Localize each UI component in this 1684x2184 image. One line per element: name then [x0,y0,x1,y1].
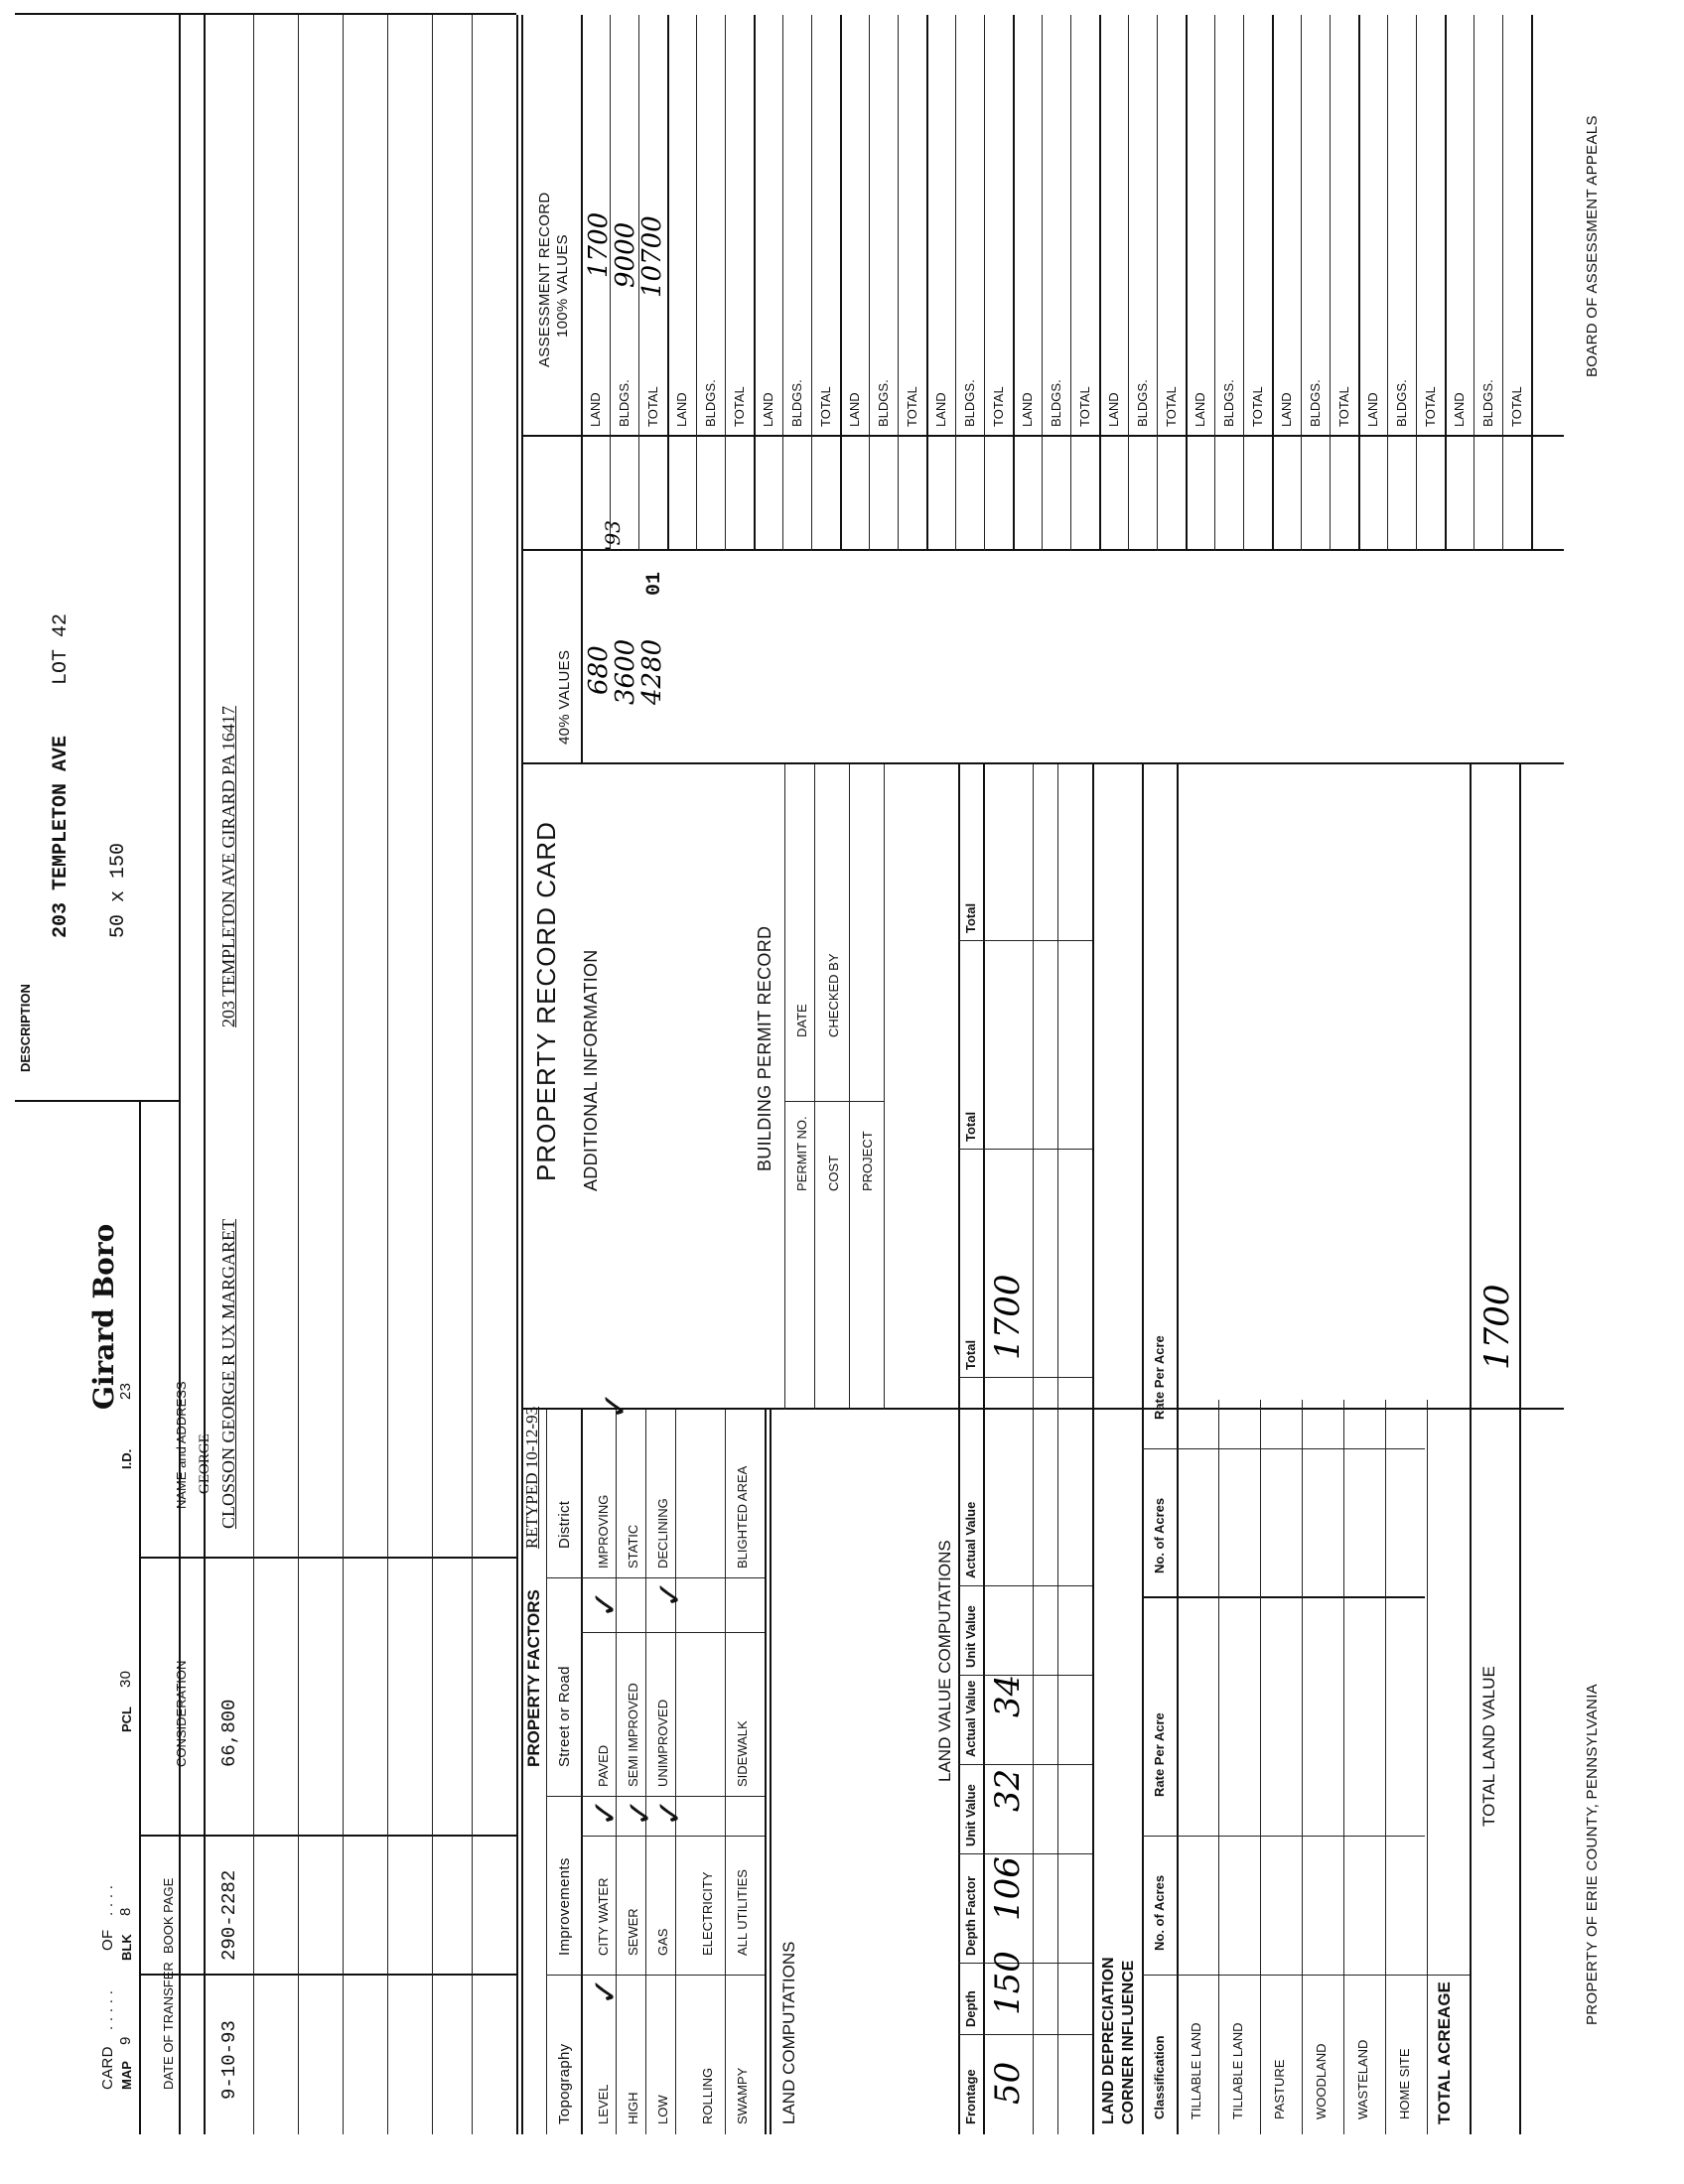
id-row-top [139,1102,141,2134]
assessment-row-label: LAND [1365,392,1380,427]
factor-row-line [675,1410,676,2134]
impr-all-utilities: ALL UTILITIES [735,1869,750,1956]
classification-row-label: TILLABLE LAND [1189,2022,1203,2119]
dep-col-div [1142,1448,1425,1449]
assessment-row-label: TOTAL [991,386,1006,427]
pcl-value: 30 [117,1670,134,1688]
permit-no-label: PERMIT NO. [794,1116,809,1191]
topo-level: LEVEL [596,2084,611,2124]
description-label: DESCRIPTION [18,984,33,1072]
land-comp-col-div [958,1853,1092,1854]
assessment-row-line [1243,15,1244,551]
assessment-row-line [811,15,812,551]
land-comp-top [770,1410,772,2134]
description-divider [15,1100,179,1102]
assessment-row-label: BLDGS. [789,379,804,427]
land-comp-header: Depth Factor [963,1875,978,1956]
transfer-book-page: 290-2282 [218,1869,240,1961]
assessment-row-label: LAND [588,392,603,427]
col-div-consideration [139,1557,516,1559]
land-comp-header-bottom [983,764,985,2134]
assessment-row-label: BLDGS. [876,379,891,427]
land-40-value: 680 [584,645,614,695]
classification-row-line [1218,1400,1219,2134]
total-land-value-label: TOTAL LAND VALUE [1479,1666,1498,1827]
col-div-date [139,1974,516,1976]
assessment-row-label: LAND [847,392,862,427]
total-acreage-label: TOTAL ACREAGE [1435,1981,1454,2124]
assessment-row-line [955,15,956,551]
assessment-row-line [1272,15,1274,551]
assessment-row-label: LAND [761,392,775,427]
check-mark-icon: ✓ [586,1798,626,1827]
footer-left: PROPERTY OF ERIE COUNTY, PENNSYLVANIA [1584,1684,1601,2025]
assessment-row-label: BLDGS. [1049,379,1063,427]
bldgs-40-value: 3600 [611,638,640,705]
acres-header: No. of Acres [1152,1874,1167,1951]
land-comp-header: Actual Value [963,1680,978,1757]
id-label: I.D. [119,1448,134,1469]
assessment-row-line [610,15,611,551]
frontage-value: 50 [988,2061,1028,2105]
district-improving: IMPROVING [596,1494,611,1569]
assessment-row-line [1013,15,1015,551]
topo-high: HIGH [626,2092,640,2124]
corner-influence-label: CORNER INFLUENCE [1120,1960,1137,2124]
lc-row-line [1033,764,1034,2134]
permit-cost-label: COST [826,1155,841,1191]
assessment-row-label: BLDGS. [617,379,632,427]
impr-electricity: ELECTRICITY [700,1871,715,1956]
record-card-title: PROPERTY RECORD CARD [531,821,561,1181]
assessment-row-label: TOTAL [1509,386,1524,427]
classification-row-label: WASTELAND [1355,2039,1370,2119]
land-comp-header: Unit Value [963,1605,978,1668]
transfer-address: 203 TEMPLETON AVE GIRARD PA 16417 [218,706,238,1027]
assessment-row-label: BLDGS. [1135,379,1150,427]
col-book-header: BOOK PAGE [161,1877,176,1954]
assessment-row-label: TOTAL [732,386,747,427]
col-date-header: DATE OF TRANSFER [161,1962,176,2090]
factor-row-line [725,1410,726,2134]
transfer-row-line [298,15,299,2134]
factors-retyped: RETYPED 10-12-93 [522,1406,541,1549]
topography-header: Topography [556,2043,573,2124]
assessment-row-label: BLDGS. [703,379,718,427]
assessment-row-line [782,15,783,551]
assessment-row-label: TOTAL [1250,386,1265,427]
additional-info-label: ADDITIONAL INFORMATION [581,949,601,1191]
lc-row-line [1057,764,1058,2134]
card-label: CARD [99,2046,116,2090]
values-left-edge [521,762,1564,764]
of-label: OF [99,1929,116,1951]
values-40-label: 40% VALUES [556,649,573,745]
check-mark-icon: ✓ [650,1579,690,1608]
assessment-row-label: TOTAL [645,386,660,427]
street-paved: PAVED [596,1744,611,1787]
dep-col-div [1142,1836,1425,1837]
transfer-row-line [387,15,388,2134]
assessment-left-edge [521,549,1564,551]
blk-value: 8 [117,1907,134,1916]
assessment-row-label: TOTAL [1077,386,1092,427]
assessment-row-label: TOTAL [1164,386,1179,427]
total-land-value-line [1519,764,1521,2134]
assessment-row-line [1358,15,1360,551]
factor-row-line [616,1410,617,2134]
factors-col-div [546,1577,765,1578]
dep-header-bottom [1177,764,1179,2134]
land-comp-header: Total [963,902,978,933]
district-static: STATIC [626,1524,640,1569]
land-comp-col-div [958,1377,1092,1378]
topo-swampy: SWAMPY [735,2067,750,2124]
assessment-row-line [1502,15,1503,551]
land-depreciation-label: LAND DEPRECIATION [1100,1957,1117,2124]
description-bottom-line [179,15,181,1102]
assessment-row-line [984,15,985,551]
factors-header-line [581,1410,583,2134]
assessment-row-line [1157,15,1158,551]
transfer-consideration: 66,800 [218,1699,240,1767]
pcl-label: PCL [119,1706,134,1732]
factors-bottom [765,1410,767,2134]
assessment-row-label: BLDGS. [1394,379,1409,427]
description-lot: LOT 42 [50,613,72,685]
classification-row-label: PASTURE [1272,2059,1287,2119]
acres-header-2: No. of Acres [1152,1497,1167,1573]
check-mark-icon: ✓ [586,1977,626,2005]
permit-project-label: PROJECT [860,1131,875,1191]
assessment-row-label: LAND [1279,392,1294,427]
assessment-row-label: LAND [1193,392,1207,427]
district-declining: DECLINING [655,1498,670,1569]
assessment-row-label: TOTAL [1423,386,1438,427]
permit-col-div [784,1101,884,1102]
actual-value-value: 34 [988,1674,1028,1717]
factors-col-div [546,1796,765,1797]
topo-rolling: ROLLING [700,2067,715,2124]
assessment-row-label: TOTAL [1336,386,1351,427]
district-header: District [556,1500,573,1549]
assessment-row-line [1042,15,1043,551]
assessment-row-label: BLDGS. [1308,379,1323,427]
assessment-row-line [840,15,842,551]
impr-gas: GAS [655,1928,670,1956]
land-comp-header: Total [963,1111,978,1142]
description-address: 203 TEMPLETON AVE [50,735,72,938]
assessment-row-label: LAND [674,392,689,427]
land-comp-col-div [958,1585,1092,1586]
transfer-row-line [472,15,473,2134]
dep-col-div [1142,1596,1425,1598]
assessment-row-line [869,15,870,551]
col-div-book [139,1835,516,1837]
assessment-row-line [638,15,639,551]
permit-line [849,764,850,1410]
assessment-row-line [1070,15,1071,551]
factors-col-div [581,1836,765,1837]
factors-col-div [546,1975,765,1976]
land-comp-col-div [958,2034,1092,2035]
assessment-subtitle: 100% VALUES [554,234,571,338]
land-comp-header: Frontage [963,2069,978,2124]
assessment-row-line [754,15,756,551]
classification-row-label: WOODLAND [1314,2043,1329,2119]
land-comp-col-div [958,940,1092,941]
street-semi: SEMI IMPROVED [626,1683,640,1787]
factors-col-div [581,1632,765,1633]
street-unimproved: UNIMPROVED [655,1699,670,1787]
transfer-row-line [343,15,344,2134]
impr-water: CITY WATER [596,1877,611,1956]
factors-title: PROPERTY FACTORS [524,1589,543,1767]
factor-row-line [645,1410,646,2134]
assessment-row-line [1128,15,1129,551]
land-comp-header: Unit Value [963,1784,978,1846]
assessment-row-line [1531,15,1533,551]
total-land-value: 1700 [1477,1284,1517,1370]
transfer-row-line [432,15,433,2134]
map-label: MAP [119,2061,134,2090]
land-comp-header-top [958,764,960,2134]
transfer-date: 9-10-93 [218,2020,240,2100]
permit-title: BUILDING PERMIT RECORD [755,925,774,1171]
assessment-row-label: BLDGS. [962,379,977,427]
col-name-header: NAME and ADDRESS [174,1381,189,1509]
municipality-title: Girard Boro [87,1223,120,1410]
dep-col-div [1142,1975,1470,1976]
lc-bottom [1092,764,1094,2134]
assessment-row-line [1387,15,1388,551]
assessment-row-line [1099,15,1101,551]
assessment-row-label: TOTAL [905,386,919,427]
dep-header-top [1142,764,1144,2134]
blk-label: BLK [119,1934,134,1961]
total-40-value: 4280 [637,638,667,705]
check-mark-icon: ✓ [586,1589,626,1618]
land-comp-header: Depth [963,1990,978,2027]
transfer-name: CLOSSON GEORGE R UX MARGARET [218,1218,238,1529]
assessment-row-line [667,15,669,551]
permit-checked-label: CHECKED BY [826,953,841,1037]
land-computations-title: LAND COMPUTATIONS [779,1941,798,2124]
depth-factor-value: 106 [988,1856,1028,1921]
check-mark-icon: ✓ [650,1798,690,1827]
year-mark: '93 [601,520,625,551]
classification-row-line [1343,1400,1344,2134]
check-mark-icon: ✓ [596,1391,635,1420]
classification-header: Classification [1152,2035,1167,2119]
land-comp-header: Total [963,1339,978,1370]
assessment-row-line [725,15,726,551]
values-code: 01 [643,571,666,596]
topo-low: LOW [655,2095,670,2124]
permit-line [814,764,815,1410]
bldgs-100-value: 9000 [611,221,640,288]
id-value: 23 [117,1382,134,1400]
transfer-right-edge [15,13,516,15]
permit-line [884,764,885,1410]
street-header: Street or Road [556,1666,573,1767]
land-100-value: 1700 [584,211,614,278]
permit-line [784,764,785,1410]
factors-top [521,15,523,2134]
land-comp-col-div [958,1149,1092,1150]
rate-header-2: Rate Per Acre [1152,1335,1167,1420]
classification-row-line [1385,1400,1386,2134]
assessment-row-line [1330,15,1331,551]
assessment-row-line [1186,15,1188,551]
total-100-value: 10700 [637,215,667,298]
description-dimensions: 50 x 150 [107,842,130,938]
impr-sewer: SEWER [626,1908,640,1956]
land-comp-col-div [958,1764,1092,1765]
of-dots: . . . . [99,1884,116,1916]
check-mark-icon: ✓ [621,1798,660,1827]
permit-date-label: DATE [794,1004,809,1037]
transfer-row-line [253,15,254,2134]
assessment-row-line [1301,15,1302,551]
assessment-row-line [1416,15,1417,551]
land-comp-header: Actual Value [963,1501,978,1578]
assessment-row-line [898,15,899,551]
assessment-row-line [1214,15,1215,551]
assessment-label-edge [521,435,1564,437]
assessment-row-label: LAND [1020,392,1035,427]
assessment-row-line [696,15,697,551]
assessment-row-line [926,15,928,551]
assessment-row-label: LAND [933,392,948,427]
assessment-title: ASSESSMENT RECORD [536,192,553,367]
assessment-row-label: BLDGS. [1221,379,1236,427]
transfer-table-bottom [516,15,518,2134]
classification-row-label: TILLABLE LAND [1230,2022,1245,2119]
land-total-value: 1700 [988,1274,1028,1360]
record-left-edge [521,1408,1564,1410]
assessment-row-line [1445,15,1447,551]
classification-row-line [1427,1400,1428,2134]
classification-row-line [1302,1400,1303,2134]
assessment-row-label: BLDGS. [1480,379,1495,427]
values-header-line [581,15,583,764]
assessment-row-label: LAND [1106,392,1121,427]
street-sidewalk: SIDEWALK [735,1720,750,1787]
transfer-name-insert: GEORGE [197,1433,212,1494]
footer-right: BOARD OF ASSESSMENT APPEALS [1584,115,1601,377]
assessment-row-label: TOTAL [818,386,833,427]
transfer-header-bottom [204,15,206,2134]
depth-value: 150 [988,1951,1028,2015]
col-consideration-header: CONSIDERATION [174,1660,189,1767]
total-acreage-line [1470,764,1472,2134]
card-dots: . . . . . [99,1989,116,2030]
factors-title-line [546,1410,547,2134]
unit-value-value: 32 [988,1768,1028,1812]
land-value-computations-title: LAND VALUE COMPUTATIONS [935,1540,954,1782]
district-blighted: BLIGHTED AREA [735,1465,750,1569]
assessment-row-label: LAND [1452,392,1467,427]
improvements-header: Improvements [556,1857,573,1956]
classification-row-line [1260,1400,1261,2134]
map-value: 9 [117,2036,134,2045]
classification-row-label: HOME SITE [1397,2048,1412,2119]
rate-header: Rate Per Acre [1152,1712,1167,1797]
transfer-header-top [179,1102,181,2134]
